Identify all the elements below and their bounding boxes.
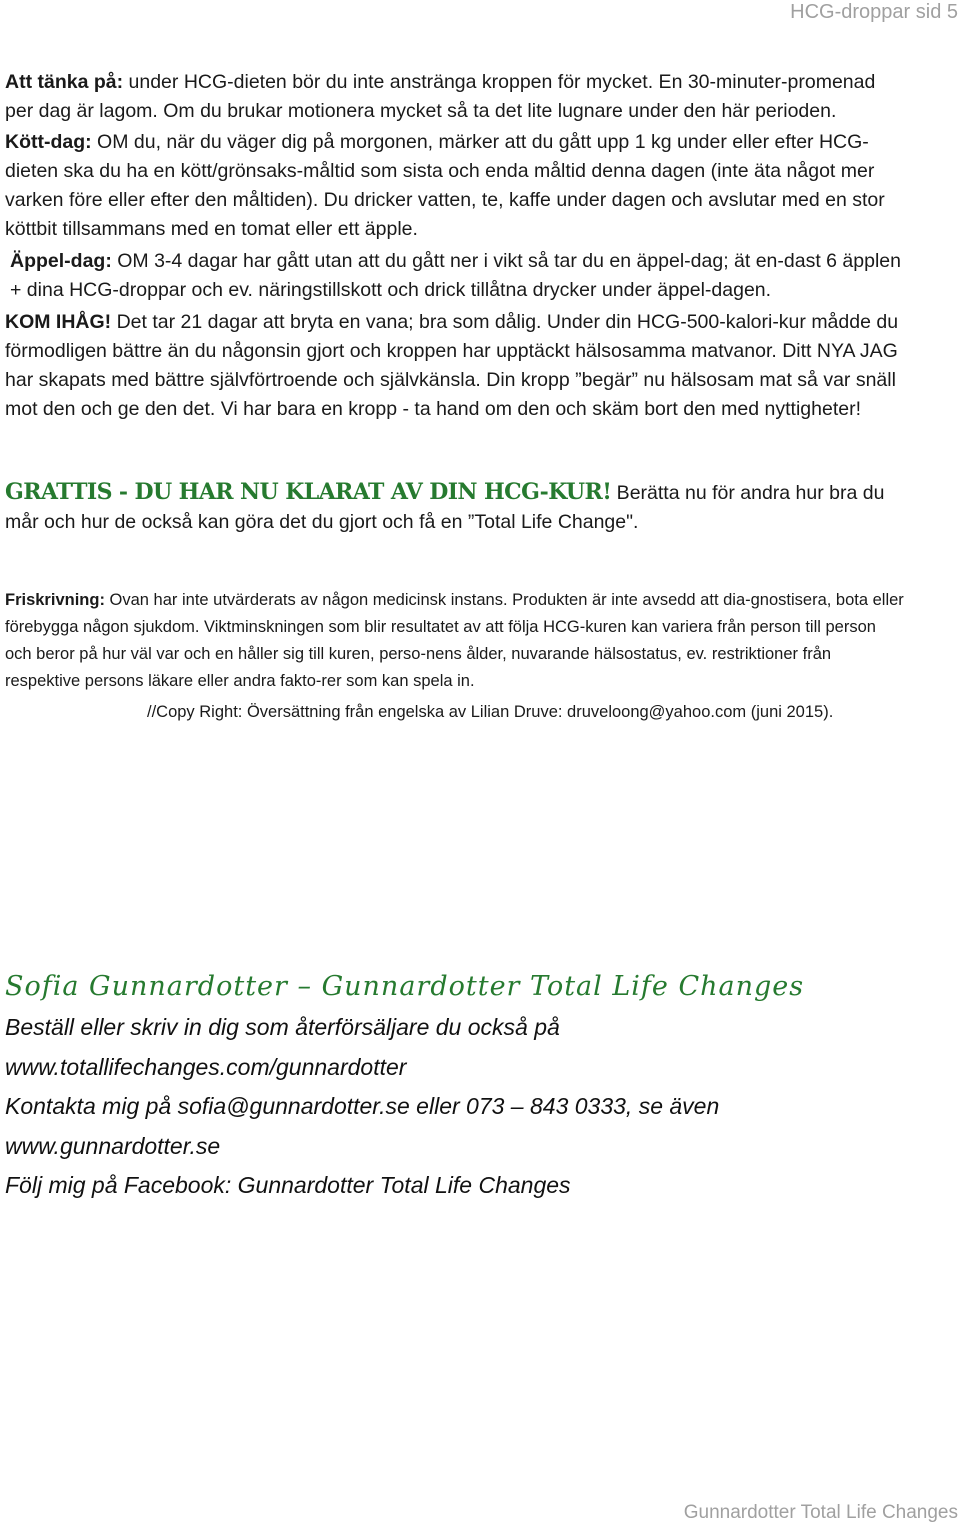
paragraph-meat-day [5, 128, 905, 244]
paragraph-label: KOM IHÅG! [5, 311, 112, 333]
paragraph-text: OM du, när du väger dig på morgonen, märker att du gått upp 1 kg under eller efter HCG-dieten ska du ha en kött/grönsaks-måltid som sista och enda måltid denna dagen (inte äta något mer varken före eller efter den måltiden). Du dricker vatten, te, kaffe under dagen och avslutar med en stor köttbit tillsammans med en tomat eller ett äpple. [5, 131, 885, 240]
contact-block [5, 966, 945, 1206]
paragraph-text: Berätta nu för andra hur bra du mår och hur de också kan göra det du gjort och få en ”Total Life Change". [5, 482, 885, 533]
contact-line-facebook: Följ mig på Facebook: Gunnardotter Total Life Changes [5, 1172, 571, 1198]
congratulations-heading: GRATTIS - DU HAR NU KLARAT AV DIN HCG-KUR! [5, 479, 612, 505]
copyright-line: //Copy Right: Översättning från engelska av Lilian Druve: druveloong@yahoo.com (juni 2015). [147, 703, 834, 721]
paragraph-label: Kött-dag: [5, 131, 92, 153]
paragraph-apple-day [5, 247, 905, 305]
paragraph-label: Friskrivning: [5, 591, 105, 609]
contact-link-shop[interactable]: www.totallifechanges.com/gunnardotter [5, 1053, 407, 1080]
paragraph-remember [5, 308, 905, 424]
contact-link-website[interactable]: www.gunnardotter.se [5, 1132, 221, 1159]
paragraph-text: under HCG-dieten bör du inte anstränga kroppen för mycket. En 30-minuter-promenad per dag är lagom. Om du brukar motionera mycket så ta det lite lugnare under den här perioden. [5, 71, 876, 122]
paragraph-think-about [5, 68, 905, 126]
contact-line-email-phone: Kontakta mig på sofia@gunnardotter.se eller 073 – 843 0333, se även [5, 1093, 720, 1119]
paragraph-label: Att tänka på: [5, 71, 124, 93]
contact-name-heading: Sofia Gunnardotter – Gunnardotter Total Life Changes [5, 971, 805, 1002]
document-body [5, 68, 905, 726]
page-header: HCG-droppar sid 5 [790, 1, 958, 23]
paragraph-text: Det tar 21 dagar att bryta en vana; bra som dålig. Under din HCG-500-kalori-kur mådde du förmodligen bättre än du någonsin gjort och kroppen har upptäckt hälsosamma matvanor. Ditt NYA JAG har skapats med bättre självförtroende och självkänsla. Din kropp ”begär” nu hälsosam mat så var snäll mot den och ge den det. Vi har bara en kropp - ta hand om den och skäm bort den med nyttigheter! [5, 311, 899, 420]
paragraph-label: Äppel-dag: [10, 250, 112, 272]
contact-line-reseller: Beställ eller skriv in dig som återförsäljare du också på [5, 1014, 560, 1040]
paragraph-text: OM 3-4 dagar har gått utan att du gått ner i vikt så tar du en äppel-dag; ät en-dast 6 äpplen + dina HCG-droppar och ev. näringstillskott och drick tillåtna drycker under äppel-dagen. [10, 250, 901, 301]
paragraph-disclaimer [5, 587, 905, 695]
paragraph-text: Ovan har inte utvärderats av någon medicinsk instans. Produkten är inte avsedd att dia-gnostisera, bota eller förebygga någon sjukdom. Viktminskningen som blir resultatet av att följa HCG-kuren kan variera från person till person och beror på hur väl var och en håller sig till kuren, perso-nens ålder, nuvarande hälsostatus, ev. restriktioner från respektive persons läkare eller andra fakto-rer som kan spela in. [5, 591, 904, 690]
page-footer: Gunnardotter Total Life Changes [683, 1502, 958, 1523]
paragraph-congratulations [5, 478, 905, 537]
